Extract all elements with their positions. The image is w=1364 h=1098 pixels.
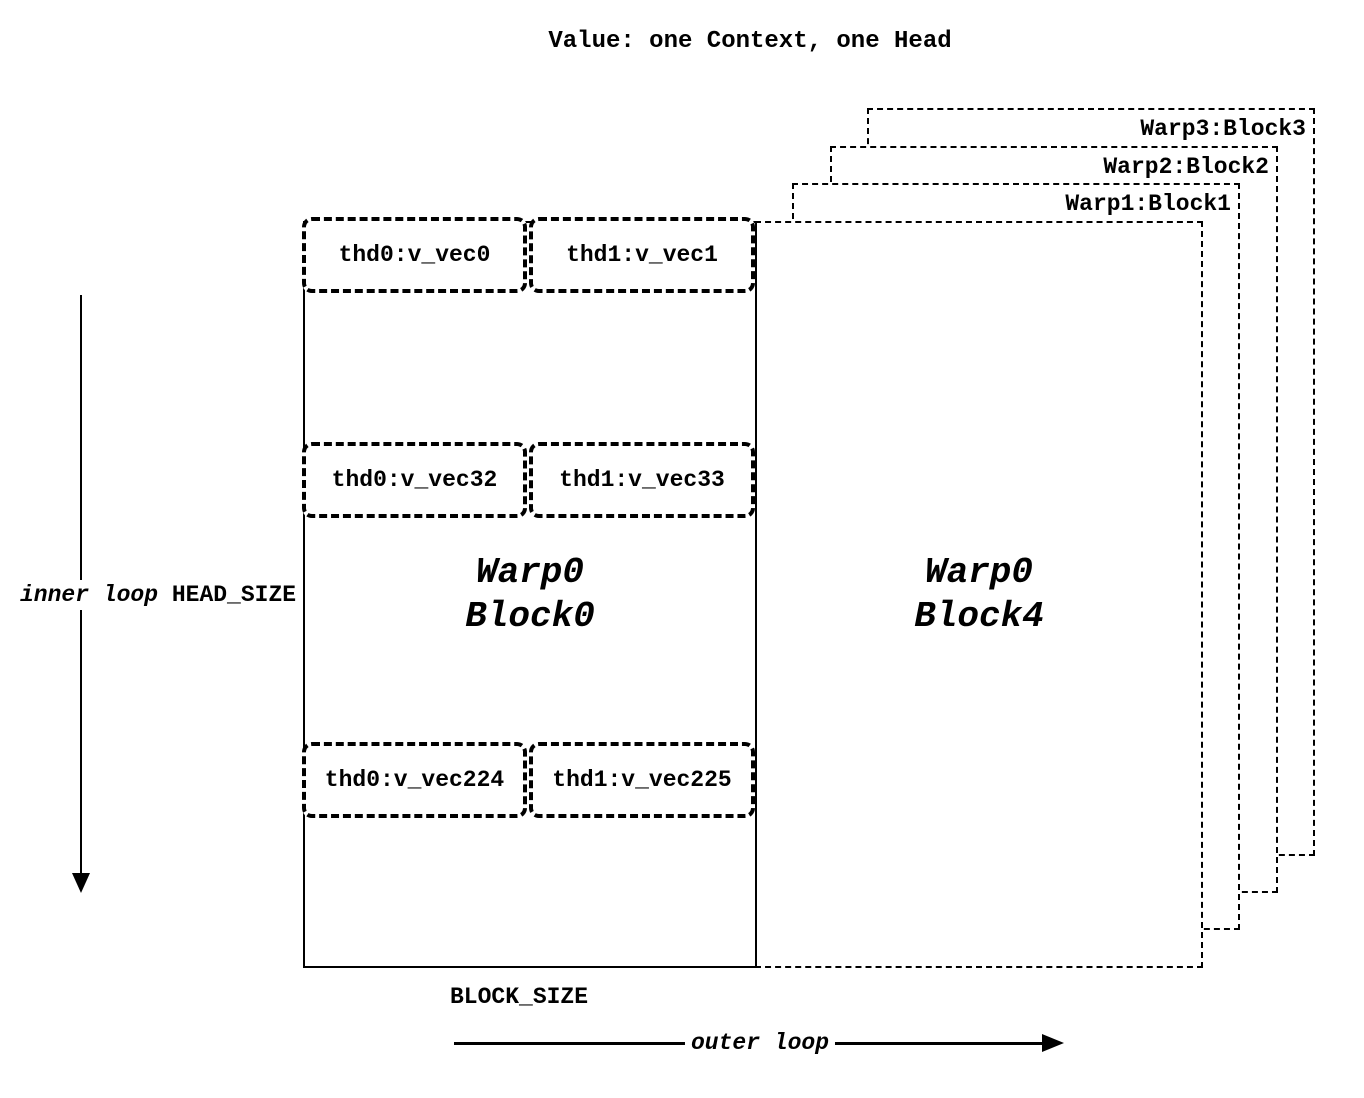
block4-panel — [755, 221, 1203, 968]
vec-cell-thd1-v-vec1 — [529, 217, 755, 293]
vec-cell-label: thd0:v_vec32 — [331, 467, 498, 493]
diagram-title: Value: one Context, one Head — [548, 28, 952, 55]
inner-loop-head-size-label — [16, 580, 300, 610]
vec-cell-thd0-v-vec224 — [302, 742, 527, 818]
vec-cell-thd0-v-vec0 — [302, 217, 527, 293]
stacked-block-warp3-label: Warp3:Block3 — [1140, 116, 1306, 142]
vec-cell-thd1-v-vec225 — [529, 742, 755, 818]
inner-loop-label: inner loop — [20, 582, 159, 608]
stacked-block-warp1-label: Warp1:Block1 — [1065, 191, 1231, 217]
vec-cell-label: thd1:v_vec1 — [566, 242, 718, 268]
stacked-block-warp2-label: Warp2:Block2 — [1103, 154, 1269, 180]
block0-panel — [303, 221, 757, 968]
vec-cell-label: thd1:v_vec33 — [559, 467, 725, 493]
arrow-down-icon — [72, 873, 90, 893]
vec-cell-thd1-v-vec33 — [529, 442, 755, 518]
vec-cell-thd0-v-vec32 — [302, 442, 527, 518]
vec-cell-label: thd1:v_vec225 — [552, 767, 732, 793]
warp0-block0-line1: Warp0 — [475, 551, 585, 593]
warp0-block0-line2: Block0 — [465, 595, 595, 637]
warp0-block0-label — [305, 551, 755, 639]
block-size-label: BLOCK_SIZE — [450, 984, 589, 1010]
warp0-block4-line1: Warp0 — [924, 551, 1034, 593]
vec-cell-label: thd0:v_vec224 — [324, 767, 505, 793]
head-size-label: HEAD_SIZE — [171, 582, 297, 608]
arrow-right-icon — [1042, 1034, 1064, 1052]
vec-cell-label: thd0:v_vec0 — [338, 242, 491, 268]
warp0-block4-label — [757, 551, 1201, 639]
outer-loop-label: outer loop — [685, 1030, 835, 1056]
warp0-block4-line2: Block4 — [914, 595, 1044, 637]
